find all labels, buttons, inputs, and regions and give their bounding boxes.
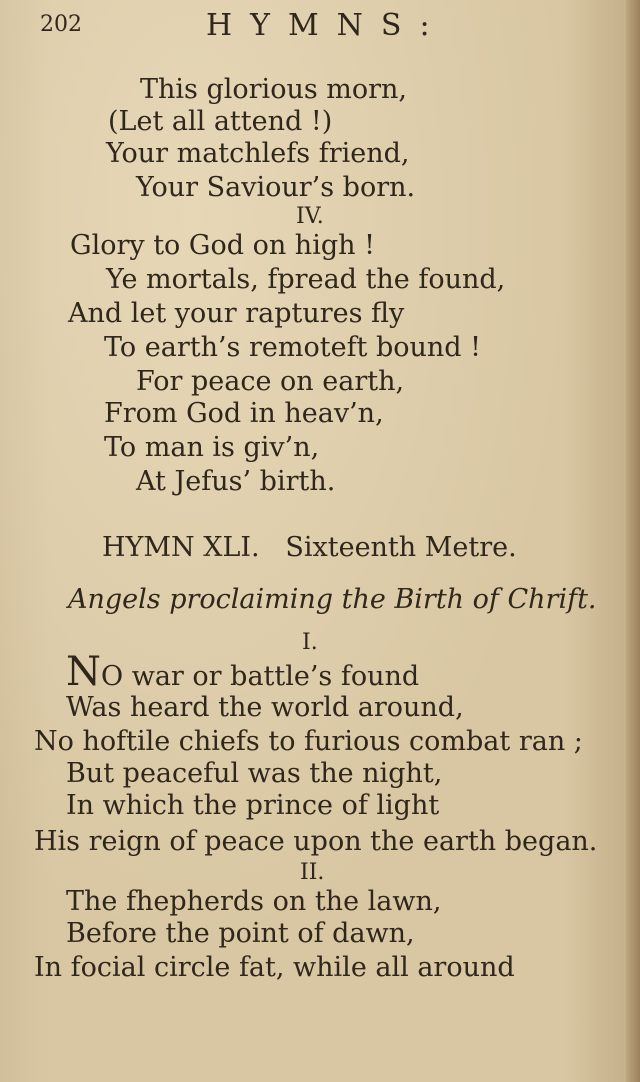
stanza-number: IV. bbox=[296, 204, 324, 229]
page-edge-shadow bbox=[626, 0, 640, 1082]
verse-line-first bbox=[66, 649, 420, 695]
stanza-number: I. bbox=[302, 630, 318, 655]
hymn-number: HYMN XLI. bbox=[102, 532, 260, 563]
hymn-subject: Angels proclaiming the Birth of Chrift. bbox=[68, 584, 597, 615]
verse-line-rest: O war or battle’s found bbox=[101, 661, 420, 692]
verse-line: To earth’s remoteft bound ! bbox=[104, 332, 482, 363]
verse-line: Glory to God on high ! bbox=[70, 230, 375, 261]
verse-line: In focial circle fat, while all around bbox=[34, 952, 515, 983]
verse-line: No hoftile chiefs to furious combat ran ; bbox=[34, 726, 583, 757]
verse-line: Ye mortals, fpread the found, bbox=[106, 264, 506, 295]
page-number: 202 bbox=[40, 12, 82, 37]
verse-line: To man is giv’n, bbox=[104, 432, 320, 463]
hymn-heading bbox=[102, 532, 517, 563]
verse-line: This glorious morn, bbox=[140, 74, 408, 105]
verse-line: Your Saviour’s born. bbox=[136, 172, 416, 203]
running-head: HYMNS: bbox=[206, 8, 448, 43]
verse-line: And let your raptures fly bbox=[68, 298, 405, 329]
stanza-number: II. bbox=[300, 860, 325, 885]
verse-line: In which the prince of light bbox=[66, 790, 440, 821]
verse-line: The fhepherds on the lawn, bbox=[66, 886, 442, 917]
verse-line: Before the point of dawn, bbox=[66, 918, 415, 949]
verse-line: His reign of peace upon the earth began. bbox=[34, 826, 598, 857]
verse-line: Your matchlefs friend, bbox=[106, 138, 410, 169]
verse-line: For peace on earth, bbox=[136, 366, 405, 397]
verse-line: At Jefus’ birth. bbox=[136, 466, 336, 497]
verse-line: But peaceful was the night, bbox=[66, 758, 443, 789]
verse-line: (Let all attend !) bbox=[108, 106, 333, 137]
drop-cap: N bbox=[66, 649, 101, 695]
hymn-metre: Sixteenth Metre. bbox=[285, 532, 517, 563]
verse-line: Was heard the world around, bbox=[66, 692, 464, 723]
verse-line: From God in heav’n, bbox=[104, 398, 384, 429]
